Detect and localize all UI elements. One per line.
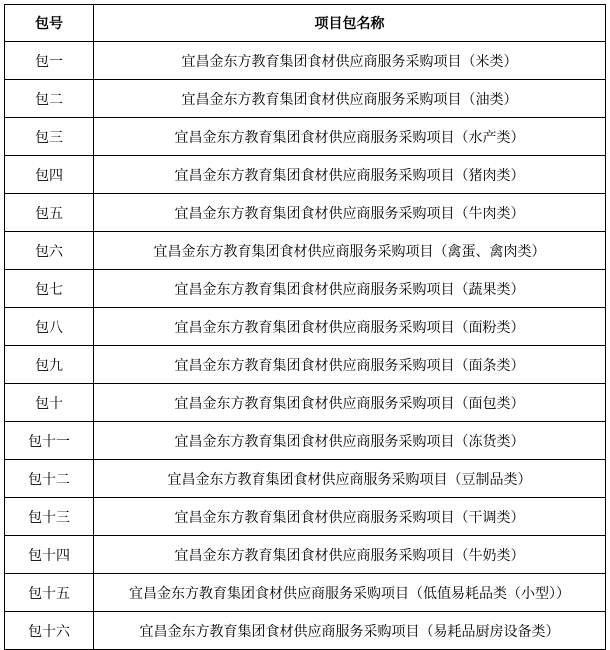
package-number-cell: 包五: [5, 194, 94, 232]
package-number-cell: 包一: [5, 42, 94, 80]
package-name-cell: 宜昌金东方教育集团食材供应商服务采购项目（米类）: [94, 42, 606, 80]
table-row: [5, 118, 606, 156]
package-number-cell: 包十六: [5, 612, 94, 650]
package-name-cell: 宜昌金东方教育集团食材供应商服务采购项目（水产类）: [94, 118, 606, 156]
package-name-cell: 宜昌金东方教育集团食材供应商服务采购项目（豆制品类）: [94, 460, 606, 498]
package-number-cell: 包十二: [5, 460, 94, 498]
table-row: [5, 194, 606, 232]
package-name-cell: 宜昌金东方教育集团食材供应商服务采购项目（冻货类）: [94, 422, 606, 460]
table-row: [5, 384, 606, 422]
package-number-cell: 包二: [5, 80, 94, 118]
package-number-cell: 包四: [5, 156, 94, 194]
package-number-cell: 包六: [5, 232, 94, 270]
package-number-cell: 包十三: [5, 498, 94, 536]
table-row: [5, 422, 606, 460]
header-project-package-name: 项目包名称: [94, 5, 606, 42]
procurement-package-table: [4, 4, 606, 650]
package-name-cell: 宜昌金东方教育集团食材供应商服务采购项目（油类）: [94, 80, 606, 118]
table-row: [5, 270, 606, 308]
package-name-cell: 宜昌金东方教育集团食材供应商服务采购项目（面条类）: [94, 346, 606, 384]
package-name-cell: 宜昌金东方教育集团食材供应商服务采购项目（面包类）: [94, 384, 606, 422]
package-name-cell: 宜昌金东方教育集团食材供应商服务采购项目（猪肉类）: [94, 156, 606, 194]
package-name-cell: 宜昌金东方教育集团食材供应商服务采购项目（低值易耗品类（小型））: [94, 574, 606, 612]
table-row: [5, 612, 606, 650]
procurement-package-table-wrapper: [4, 4, 606, 650]
table-header-row: [5, 5, 606, 42]
table-row: [5, 460, 606, 498]
table-row: [5, 498, 606, 536]
table-row: [5, 536, 606, 574]
table-row: [5, 308, 606, 346]
package-name-cell: 宜昌金东方教育集团食材供应商服务采购项目（易耗品厨房设备类）: [94, 612, 606, 650]
package-number-cell: 包七: [5, 270, 94, 308]
package-name-cell: 宜昌金东方教育集团食材供应商服务采购项目（面粉类）: [94, 308, 606, 346]
package-name-cell: 宜昌金东方教育集团食材供应商服务采购项目（牛奶类）: [94, 536, 606, 574]
package-number-cell: 包九: [5, 346, 94, 384]
package-name-cell: 宜昌金东方教育集团食材供应商服务采购项目（牛肉类）: [94, 194, 606, 232]
package-number-cell: 包八: [5, 308, 94, 346]
package-number-cell: 包十五: [5, 574, 94, 612]
table-row: [5, 346, 606, 384]
package-name-cell: 宜昌金东方教育集团食材供应商服务采购项目（蔬果类）: [94, 270, 606, 308]
package-name-cell: 宜昌金东方教育集团食材供应商服务采购项目（禽蛋、禽肉类）: [94, 232, 606, 270]
package-name-cell: 宜昌金东方教育集团食材供应商服务采购项目（干调类）: [94, 498, 606, 536]
table-row: [5, 80, 606, 118]
package-number-cell: 包十: [5, 384, 94, 422]
package-number-cell: 包十一: [5, 422, 94, 460]
table-row: [5, 574, 606, 612]
table-row: [5, 42, 606, 80]
package-number-cell: 包十四: [5, 536, 94, 574]
package-number-cell: 包三: [5, 118, 94, 156]
table-row: [5, 232, 606, 270]
table-row: [5, 156, 606, 194]
header-package-number: 包号: [5, 5, 94, 42]
